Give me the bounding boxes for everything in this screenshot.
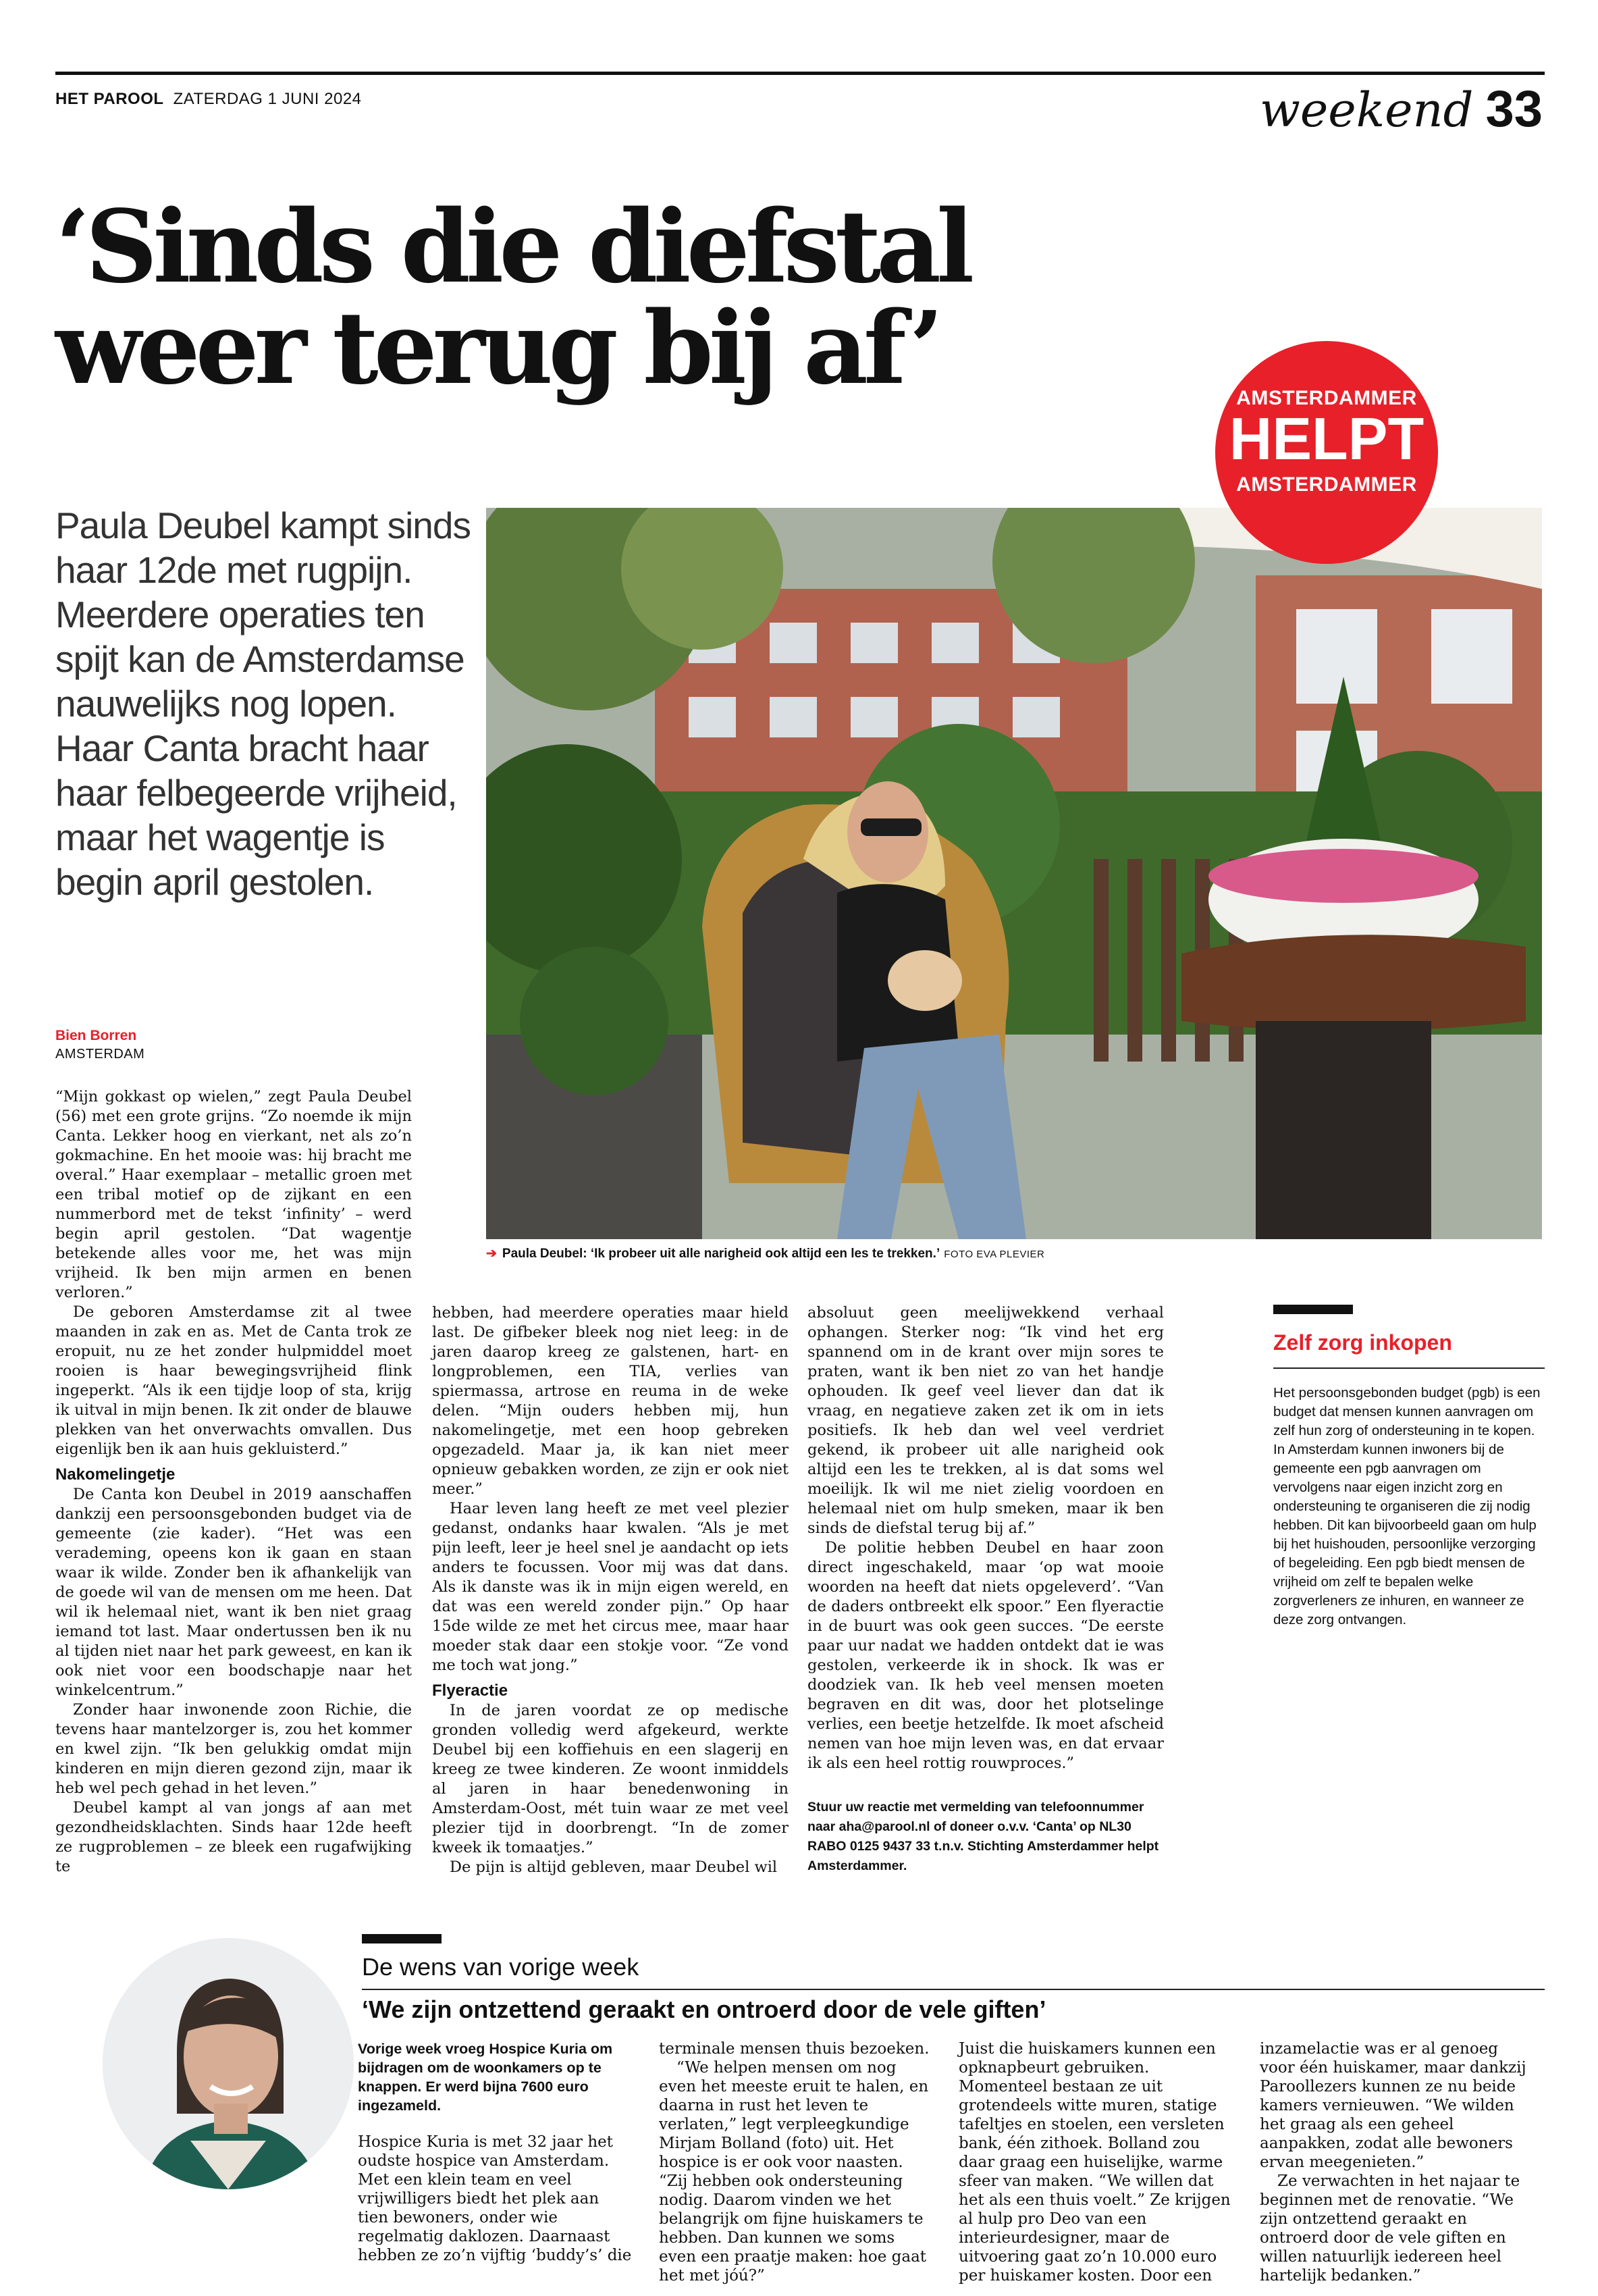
info-box-bar	[1273, 1305, 1353, 1314]
wens-bar	[362, 1934, 442, 1943]
wens-column-4	[1260, 2039, 1537, 2285]
dateline: AMSTERDAM	[55, 1047, 145, 1062]
intro-text: Paula Deubel kampt sinds haar 12de met rugpijn. Meerdere operaties ten spijt kan de Amsterdamse nauwelijks nog lopen. Haar Canta bracht haar haar felbegeerde vrijheid, maar het wagentje is begin april gestolen.	[55, 504, 471, 903]
photo-illustration	[486, 508, 1542, 1239]
paragraph: Juist die huiskamers kunnen een opknapbeurt gebruiken. Momenteel bestaan ze uit grotendeels witte muren, statige tafeltjes en stoelen, een versleten bank, één zithoek. Bolland zou daar graag een huiselijke, warme sfeer van maken. “We willen dat het als een thuis voelt.” Ze krijgen al hulp pro Deo van een interieurdesigner, maar de uitvoering gaat zo’n 10.000 euro per huiskamer kosten. Door een	[959, 2040, 1231, 2285]
wens-quote: ‘We zijn ontzettend geraakt en ontroerd door de vele giften’	[362, 1995, 1046, 2023]
paragraph: Zonder haar inwonende zoon Richie, die tevens haar mantelzorger is, zou het kommer en kwel zijn. “Ik ben gelukkig omdat mijn kinderen en mijn dieren gezond zijn, maar ik heb wel pech gehad in het leven.”	[55, 1701, 412, 1797]
paragraph: De Canta kon Deubel in 2019 aanschaffen dankzij een persoonsgebonden budget via de gemeente (zie kader). “Het was een verademing, opeens kon ik gaan en staan waar ik wilde. Zonder ben ik afhankelijk van de goede wil van de mensen om me heen. Dat wil ik helemaal niet, want ik ben niet graag iemand tot last. Maar ondertussen ben ik nu al tijden niet naar het park geweest, en kan ik ook niet voor een boodschapje naar het winkelcentrum.”	[55, 1486, 412, 1699]
masthead	[55, 90, 362, 109]
info-box-rule	[1273, 1367, 1545, 1369]
paragraph: De politie hebben Deubel en haar zoon direct ingeschakeld, maar ‘op wat mooie woorden na heeft dat niets opgeleverd’. “Van de daders ontbreekt elk spoor.” Een flyeractie in de buurt was ook geen succes. “De eerste paar uur nadat we hadden ontdekt dat ie was gestolen, verkeerde ik in shock. Ik was er doodziek van. Ik heb veel mensen moeten begraven en dit was, door het plotselinge verlies, een beetje hetzelfde. Ik moet afscheid nemen van hoe mijn leven was, en dat ervaar ik als een heel rottig rouwproces.”	[807, 1539, 1164, 1772]
subheading: Nakomelingetje	[55, 1465, 176, 1484]
issue-date: ZATERDAG 1 JUNI 2024	[173, 90, 362, 108]
info-box-title: Zelf zorg inkopen	[1273, 1330, 1452, 1355]
page-number: 33	[1485, 80, 1543, 138]
paragraph: hebben, had meerdere operaties maar hield last. De gifbeker bleek nog niet leeg: in de jaren daarop kreeg ze galstenen, hart- en longproblemen, een TIA, verlies van spiermassa, artrose en reuma in de weke delen. “Mijn ouders hebben mij, hun nakomelingetje, met een hoop gebreken opgezadeld. Maar ja, ik kan niet meer opnieuw gebakken worden, ze zijn er ook niet meer.”	[432, 1304, 789, 1498]
paragraph: Deubel kampt al van jongs af aan met gezondheidsklachten. Sinds haar 12de heeft ze rugproblemen – ze bleek een rugafwijking te	[55, 1799, 412, 1875]
portrait-illustration	[103, 1938, 354, 2189]
wens-label: De wens van vorige week	[362, 1953, 639, 1981]
top-rule	[55, 72, 1545, 75]
section-name: weekend	[1259, 82, 1474, 138]
article-column-1	[55, 1087, 412, 1877]
wens-column-3	[959, 2039, 1233, 2285]
headline	[55, 188, 1203, 407]
caption-arrow-icon: ➔	[486, 1247, 497, 1261]
badge-middle: HELPT	[1229, 405, 1424, 472]
paragraph: In de jaren voordat ze op medische gronden volledig werd afgekeurd, werkte Deubel bij een koffiehuis en een slagerij en kreeg ze twee kinderen. Ze woont inmiddels al jaren in haar benedenwoning in Amsterdam-Oost, mét tuin waar ze met veel plezier tijd in doorbrengt. “In de zomer kweek ik tomaatjes.”	[432, 1702, 789, 1856]
wens-column-1	[358, 2039, 632, 2265]
donation-note: Stuur uw reactie met vermelding van telefoonnummer naar aha@parool.nl of doneer o.v.v. ‘Canta’ op NL30 RABO 0125 9437 33 t.n.v. Stichting Amsterdammer helpt Amsterdammer.	[807, 1800, 1159, 1873]
wens-rule	[362, 1989, 1545, 1990]
wens-column-2	[659, 2039, 933, 2285]
photo-caption	[486, 1246, 1542, 1261]
caption-text: Paula Deubel: ‘Ik probeer uit alle narigheid ook altijd een les te trekken.’	[502, 1247, 940, 1261]
paragraph: De geboren Amsterdamse zit al twee maanden in zak en as. Met de Canta trok ze eropuit, nu ze het zonder hulpmiddel moet rooien is haar bewegingsvrijheid flink ingeperkt. “Als ik een tijdje loop of sta, krijg ik uitval in mijn benen. Ik zit onder de blauwe plekken van het onverwachts omvallen. Dus eigenlijk ben ik aan huis gekluisterd.”	[55, 1303, 412, 1458]
info-box	[1273, 1305, 1545, 1629]
badge-top: AMSTERDAMMER	[1236, 387, 1417, 409]
byline	[55, 1028, 144, 1062]
paragraph: terminale mensen thuis bezoeken.	[659, 2040, 930, 2058]
paragraph: Ze verwachten in het najaar te beginnen met de renovatie. “We zijn ontzettend geraakt en ontroerd door de vele giften en willen natuurlijk iedereen heel hartelijk bedanken.”	[1260, 2172, 1520, 2285]
info-box-text: Het persoonsgebonden budget (pgb) is een budget dat mensen kunnen aanvragen om zelf hun zorg of ondersteuning in te kopen. In Amsterdam kunnen inwoners bij de gemeente een pgb aanvragen om vervolgens naar eigen inzicht zorg en ondersteuning te organiseren die zij nodig hebben. Dit kan bijvoorbeeld gaan om hulp bij het huishouden, persoonlijke verzorging of begeleiding. Een pgb biedt mensen de vrijheid om zelf te bepalen welke zorgverleners ze inhuren, en wanneer ze deze zorg ontvangen.	[1273, 1385, 1541, 1627]
headline-line-1: ‘Sinds die diefstal	[55, 188, 970, 305]
paragraph: absoluut geen meelijwekkend verhaal ophangen. Sterker nog: “Ik vind het erg spannend om in de krant over mijn sores te praten, want ik ben niet zo van het handje ophouden. Ik geef veel liever dan dat ik vraag, en negatieve zaken zet ik om in iets positiefs. Ik heb dan wel veel verdriet gekend, ik probeer uit alle narigheid ook altijd een les te trekken, al is dat soms wel moeilijk. Ik wil me niet zielig voordoen en helemaal niet om hulp smeken, maar ik ben sinds de diefstal terug bij af.”	[807, 1304, 1164, 1537]
paragraph: De pijn is altijd gebleven, maar Deubel wil	[450, 1858, 778, 1876]
article-column-2	[432, 1303, 789, 1877]
article-column-3	[807, 1303, 1164, 1876]
section-label	[1260, 80, 1543, 138]
paragraph: Haar leven lang heeft ze met veel plezier gedanst, ondanks haar kwalen. “Als je met pijn leeft, leer je heel snel je aandacht op iets anders te focussen. Voor mij was dat dans. Als ik danste was ik in mijn eigen wereld, en dat was een wereld zonder pijn.” Op haar 15de wilde ze met het circus mee, maar haar moeder stak daar een stokje voor. “Ze vond me toch wat jong.”	[432, 1500, 789, 1674]
paragraph: inzamelactie was er al genoeg voor één huiskamer, maar dankzij Paroollezers kunnen ze nu beide kamers vernieuwen. “We wilden het graag als een geheel aanpakken, zodat alle bewoners ervan meegenieten.”	[1260, 2040, 1526, 2171]
paragraph: Hospice Kuria is met 32 jaar het oudste hospice van Amsterdam. Met een klein team en veel vrijwilligers biedt het plek aan tien bewoners, onder wie regelmatig daklozen. Daarnaast hebben ze zo’n vijftig ‘buddy’s’ die	[358, 2133, 632, 2264]
amsterdammer-helpt-badge	[1215, 341, 1438, 564]
author-name: Bien Borren	[55, 1028, 137, 1043]
article-photo	[486, 508, 1542, 1239]
lead-paragraph: Vorige week vroeg Hospice Kuria om bijdragen om de woonkamers op te knappen. Er werd bijna 7600 euro ingezameld.	[358, 2041, 613, 2114]
paper-name: HET PAROOL	[55, 90, 164, 108]
paragraph: “Mijn gokkast op wielen,” zegt Paula Deubel (56) met een grote grijns. “Zo noemde ik mijn Canta. Lekker hoog en vierkant, net als zo’n gokmachine. En het mooie was: hij bracht me overal.” Haar exemplaar – metallic groen met een tribal motief op de zijkant en een nummerbord met de tekst ‘infinity’ – werd begin april gestolen. “Dat wagentje betekende alles voor me, het was mijn vrijheid. Ik ben mijn armen en benen verloren.”	[55, 1088, 412, 1301]
paragraph: “We helpen mensen om nog even het meeste eruit te halen, en daarna in rust het leven te verlaten,” legt verpleegkundige Mirjam Bolland (foto) uit. Het hospice is er ook voor naasten. “Zij hebben ook ondersteuning nodig. Daarom vinden we het belangrijk om fijne huiskamers te hebben. Dan kunnen we soms even een praatje maken: hoe gaat het met jóú?”	[659, 2059, 929, 2285]
portrait-photo	[103, 1938, 354, 2189]
photo-credit: FOTO EVA PLEVIER	[944, 1249, 1045, 1260]
badge-bottom: AMSTERDAMMER	[1236, 473, 1417, 496]
headline-line-2: weer terug bij af’	[55, 289, 940, 407]
subheading: Flyeractie	[432, 1681, 508, 1700]
